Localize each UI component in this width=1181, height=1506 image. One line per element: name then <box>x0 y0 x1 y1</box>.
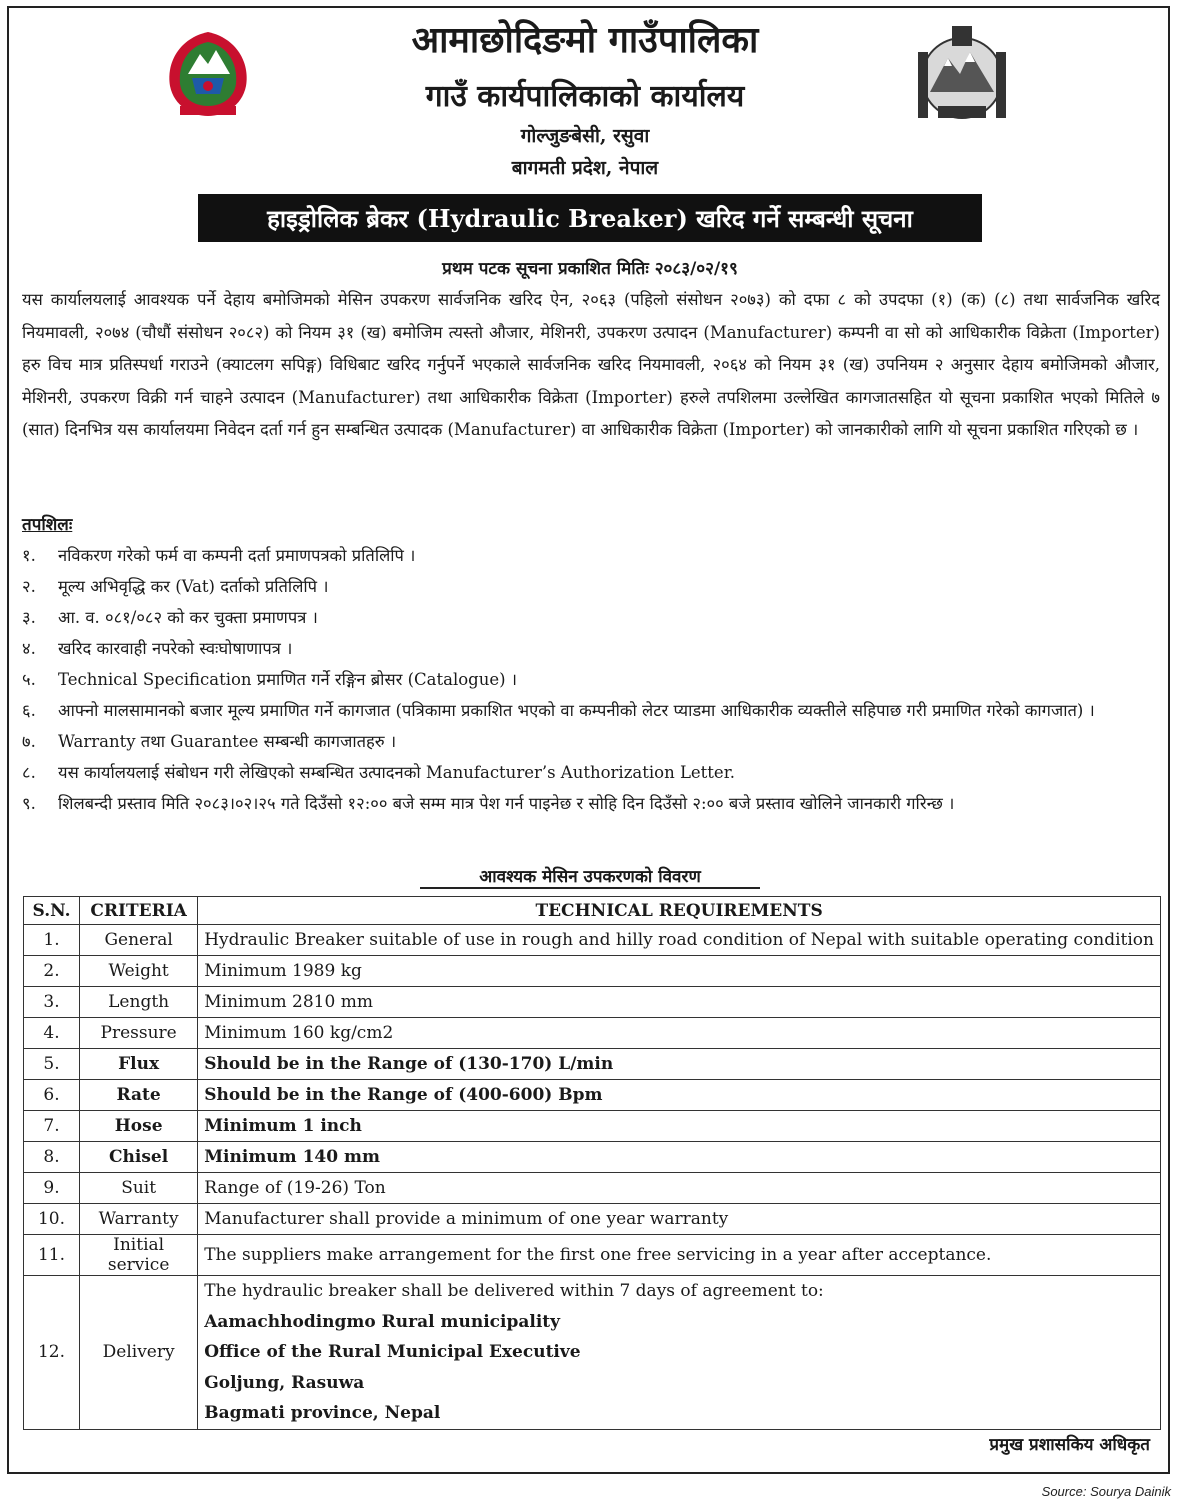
table-row <box>24 1173 1161 1204</box>
column-header-sn: S.N. <box>24 897 80 925</box>
list-item-text: शिलबन्दी प्रस्ताव मिति २०८३।०२।२५ गते दिउँसो १२:०० बजे सम्म मात्र पेश गर्न पाइनेछ र सोहि दिन दिउँसो २:०० बजे प्रस्ताव खोलिने जानकारी गरिन्छ । <box>58 794 955 813</box>
cell-requirement-delivery <box>198 1276 1161 1430</box>
cell-sn: 7. <box>24 1111 80 1142</box>
requirements-list <box>22 540 1162 819</box>
cell-sn: 11. <box>24 1235 80 1276</box>
cell-sn: 5. <box>24 1049 80 1080</box>
list-item <box>22 571 1162 602</box>
table-row <box>24 1204 1161 1235</box>
list-item <box>22 695 1162 726</box>
cell-criteria: Rate <box>80 1080 198 1111</box>
signoff-title: प्रमुख प्रशासकिय अधिकृत <box>989 1435 1150 1455</box>
source-credit: Source: Sourya Dainik <box>1041 1484 1171 1499</box>
office-location: गोल्जुङबेसी, रसुवा <box>520 125 650 147</box>
list-item <box>22 726 1162 757</box>
list-item <box>22 788 1162 819</box>
cell-requirement: Manufacturer shall provide a minimum of one year warranty <box>198 1204 1161 1235</box>
cell-sn: 10. <box>24 1204 80 1235</box>
cell-criteria: Pressure <box>80 1018 198 1049</box>
list-item-number: ३. <box>22 608 36 627</box>
cell-requirement: Minimum 160 kg/cm2 <box>198 1018 1161 1049</box>
cell-criteria: Flux <box>80 1049 198 1080</box>
table-row <box>24 925 1161 956</box>
column-header-requirements: TECHNICAL REQUIREMENTS <box>198 897 1161 925</box>
list-item-text: यस कार्यालयलाई संबोधन गरी लेखिएको सम्बन्धित उत्पादनको Manufacturer’s Authorization Letter. <box>58 763 736 782</box>
office-name: गाउँ कार्यपालिकाको कार्यालय <box>425 79 745 114</box>
cell-requirement: Minimum 1 inch <box>198 1111 1161 1142</box>
cell-sn: 6. <box>24 1080 80 1111</box>
notice-title-banner <box>198 194 982 242</box>
cell-criteria: Weight <box>80 956 198 987</box>
list-item <box>22 540 1162 571</box>
cell-criteria: General <box>80 925 198 956</box>
cell-criteria: Length <box>80 987 198 1018</box>
list-item-text: नविकरण गरेको फर्म वा कम्पनी दर्ता प्रमाणपत्रको प्रतिलिपि । <box>58 546 416 565</box>
table-row <box>24 987 1161 1018</box>
list-item-text: खरिद कारवाही नपरेको स्वःघोषाणापत्र । <box>58 639 293 658</box>
nepal-emblem-logo <box>160 28 256 120</box>
list-item-number: ९. <box>22 794 36 813</box>
cell-requirement: Minimum 2810 mm <box>198 987 1161 1018</box>
list-item-number: १. <box>22 546 36 565</box>
delivery-line: Goljung, Rasuwa <box>204 1372 365 1393</box>
municipality-emblem-logo <box>908 22 1016 126</box>
cell-criteria: Hose <box>80 1111 198 1142</box>
list-item-number: ६. <box>22 701 36 720</box>
list-item-text: Warranty तथा Guarantee सम्बन्धी कागजातहरु । <box>58 732 397 751</box>
municipality-name: आमाछोदिङमो गाउँपालिका <box>411 19 759 61</box>
list-item-number: ७. <box>22 732 36 751</box>
list-item <box>22 757 1162 788</box>
cell-sn: 2. <box>24 956 80 987</box>
cell-sn: 8. <box>24 1142 80 1173</box>
list-item-text: आफ्नो मालसामानको बजार मूल्य प्रमाणित गर्ने कागजात (पत्रिकामा प्रकाशित भएको वा कम्पनीको लेटर प्याडमा आधिकारीक व्यक्तीले सहिपाछ गरी प्रमाणित गरेको कागजात) । <box>58 701 1095 720</box>
published-date: प्रथम पटक सूचना प्रकाशित मितिः २०८३/०२/१९ <box>442 259 738 279</box>
list-item <box>22 633 1162 664</box>
cell-sn: 9. <box>24 1173 80 1204</box>
cell-sn: 3. <box>24 987 80 1018</box>
table-header-row <box>24 897 1161 925</box>
delivery-line: Aamachhodingmo Rural municipality <box>204 1311 561 1332</box>
list-item <box>22 664 1162 695</box>
cell-criteria: Delivery <box>80 1276 198 1430</box>
table-row <box>24 1018 1161 1049</box>
delivery-line: Bagmati province, Nepal <box>204 1403 441 1423</box>
list-item-number: २. <box>22 577 36 596</box>
cell-requirement: The suppliers make arrangement for the first one free servicing in a year after acceptance. <box>198 1235 1161 1276</box>
list-item-text: Technical Specification प्रमाणित गर्ने रङ्गिन ब्रोसर (Catalogue) । <box>58 670 518 689</box>
list-item-text: मूल्य अभिवृद्धि कर (Vat) दर्ताको प्रतिलिपि । <box>58 577 329 596</box>
table-row <box>24 956 1161 987</box>
cell-criteria: Warranty <box>80 1204 198 1235</box>
cell-sn: 1. <box>24 925 80 956</box>
cell-criteria: Initial service <box>80 1235 198 1276</box>
table-row <box>24 1235 1161 1276</box>
list-item-number: ५. <box>22 670 36 689</box>
spec-table-title: आवश्यक मेसिन उपकरणको विवरण <box>420 864 760 889</box>
cell-criteria: Suit <box>80 1173 198 1204</box>
table-row <box>24 1080 1161 1111</box>
notice-title: हाइड्रोलिक ब्रेकर (Hydraulic Breaker) खरिद गर्ने सम्बन्धी सूचना <box>267 203 913 233</box>
cell-requirement: Minimum 140 mm <box>198 1142 1161 1173</box>
notice-intro-paragraph: यस कार्यालयलाई आवश्यक पर्ने देहाय बमोजिमको मेसिन उपकरण सार्वजनिक खरिद ऐन, २०६३ (पहिलो संसोधन २०७३) को दफा ८ को उपदफा (१) (क) (८) तथा सार्वजनिक खरिद नियमावली, २०७४ (चौधौं संसोधन २०८२) को नियम ३१ (ख) बमोजिम त्यस्तो औजार, मेशिनरी, उपकरण उत्पादन (Manufacturer) कम्पनी वा सो को आधिकारीक विक्रेता (Importer) हरु विच मात्र प्रतिस्पर्धा गराउने (क्याटलग सपिङ्ग) विधिबाट खरिद गर्नुपर्ने भएकाले सार्वजनिक खरिद नियमावली, २०६४ को नियम ३१ (ख) उपनियम २ अनुसार देहाय बमोजिमको औजार, मेशिनरी, उपकरण विक्री गर्न चाहने उत्पादन (Manufacturer) तथा आधिकारीक विक्रेता (Importer) हरुले तपशिलमा उल्लेखित कागजातसहित यो सूचना प्रकाशित भएको मितिले ७ (सात) दिनभित्र यस कार्यालयमा निवेदन दर्ता गर्न हुन सम्बन्धित उत्पादक (Manufacturer) वा आधिकारीक विक्रेता (Importer) को जानकारीको लागि यो सूचना प्रकाशित गरिएको छ । <box>22 290 1160 440</box>
list-item <box>22 602 1162 633</box>
cell-requirement: Minimum 1989 kg <box>198 956 1161 987</box>
cell-requirement: Should be in the Range of (400-600) Bpm <box>198 1080 1161 1111</box>
spec-table <box>23 896 1161 1430</box>
office-province: बागमती प्रदेश, नेपाल <box>511 157 659 179</box>
table-row-delivery <box>24 1276 1161 1430</box>
details-heading: तपशिलः <box>22 515 73 535</box>
list-item-number: ४. <box>22 639 36 658</box>
cell-sn: 4. <box>24 1018 80 1049</box>
cell-criteria: Chisel <box>80 1142 198 1173</box>
cell-requirement: Hydraulic Breaker suitable of use in rough and hilly road condition of Nepal with suitable operating condition <box>198 925 1161 956</box>
table-row <box>24 1111 1161 1142</box>
delivery-line: Office of the Rural Municipal Executive <box>204 1342 581 1362</box>
list-item-text: आ. व. ०८१/०८२ को कर चुक्ता प्रमाणपत्र । <box>58 608 318 627</box>
column-header-criteria: CRITERIA <box>80 897 198 925</box>
cell-requirement: Range of (19-26) Ton <box>198 1173 1161 1204</box>
cell-requirement: Should be in the Range of (130-170) L/min <box>198 1049 1161 1080</box>
cell-sn: 12. <box>24 1276 80 1430</box>
delivery-line: The hydraulic breaker shall be delivered within 7 days of agreement to: <box>204 1281 824 1301</box>
table-row <box>24 1049 1161 1080</box>
table-row <box>24 1142 1161 1173</box>
list-item-number: ८. <box>22 763 36 782</box>
